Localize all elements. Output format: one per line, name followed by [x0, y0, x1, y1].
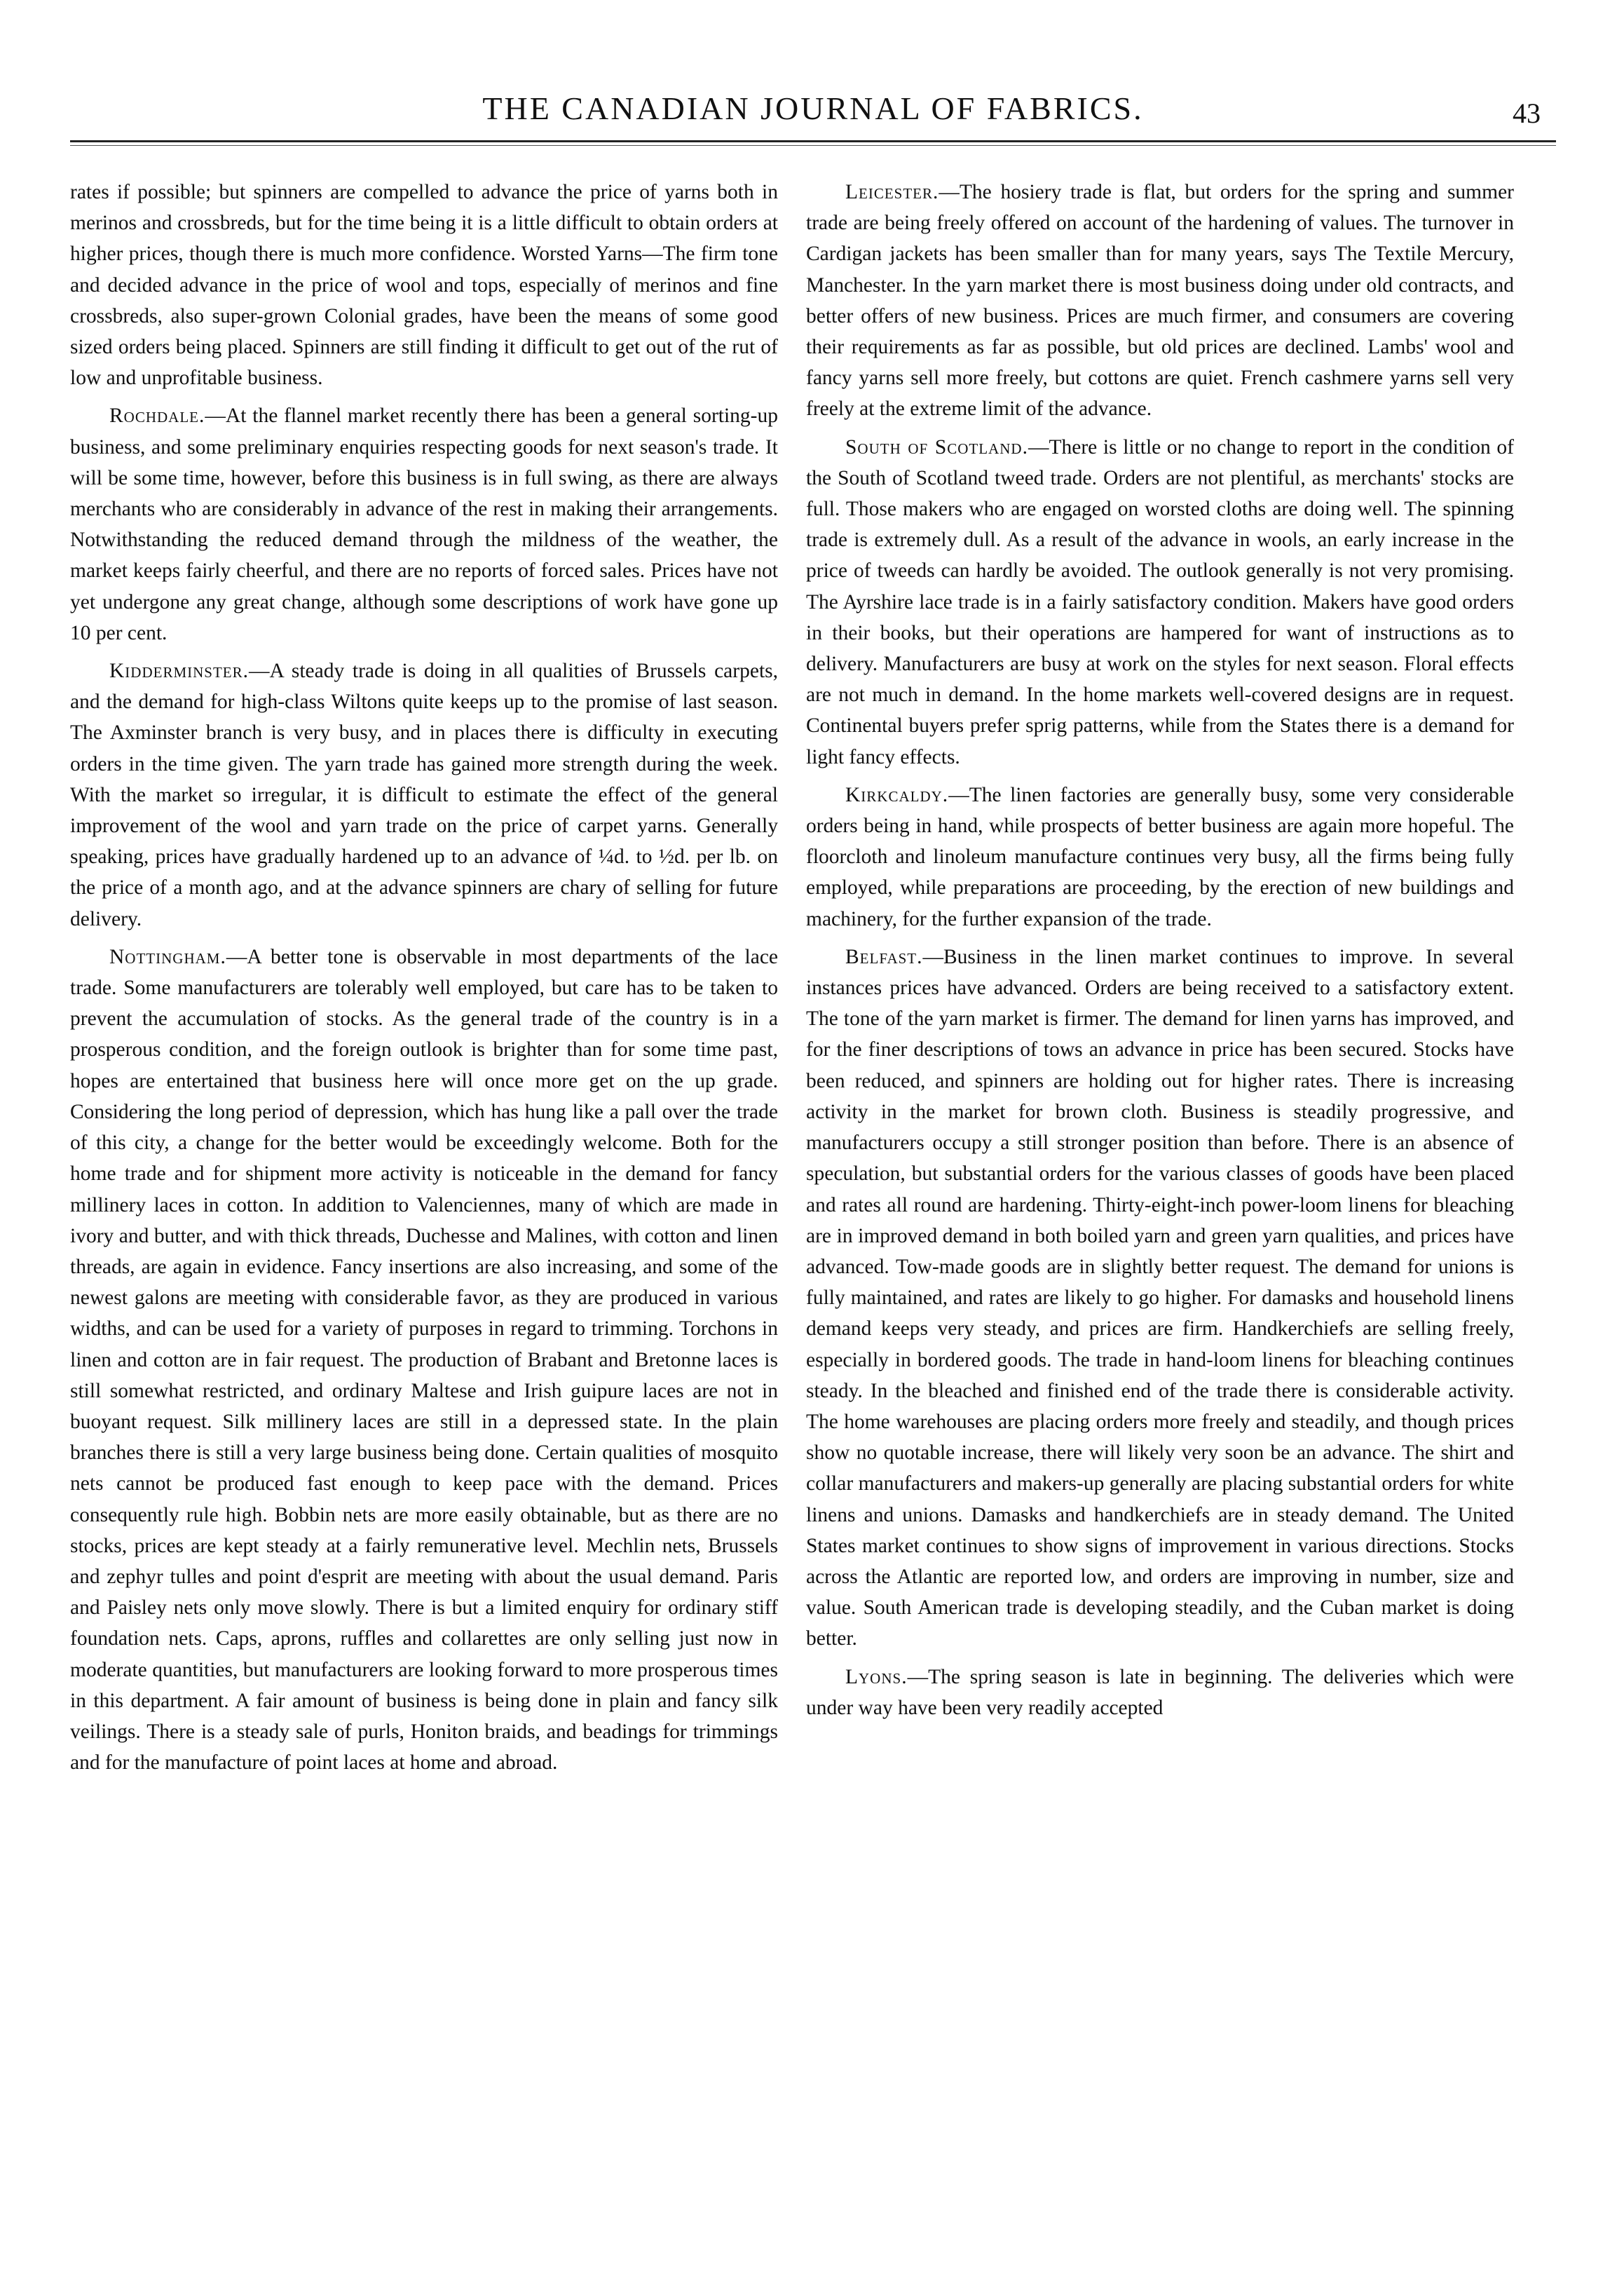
section-text-kirkcaldy: —The linen factories are generally busy, some very considerable orders being in hand, while prospects of better business are again more hopeful. The floorcloth and linoleum manufacture continues very busy, all the firms being fully employed, while preparations are proceeding, by the erection of new buildings and machinery, for the further expansion of the trade. [806, 783, 1514, 930]
place-heading-belfast: Belfast. [845, 945, 923, 968]
header-rule-thin [70, 145, 1556, 146]
page-number: 43 [1513, 97, 1541, 129]
place-heading-south-of-scotland: South of Scotland. [845, 435, 1028, 459]
section-nottingham [70, 942, 778, 1778]
left-column [70, 177, 778, 1785]
page-header [70, 83, 1556, 139]
section-rochdale [70, 400, 778, 649]
place-heading-kirkcaldy: Kirkcaldy. [845, 783, 949, 806]
section-text-lyons: —The spring season is late in beginning. The deliveries which were under way have been very readily accepted [806, 1665, 1514, 1719]
place-heading-lyons: Lyons. [845, 1665, 908, 1688]
section-text-leicester: —The hosiery trade is flat, but orders for the spring and summer trade are being freely offered on account of the hardening of values. The turnover in Cardigan jackets has been smaller than for many years, says The Textile Mercury, Manchester. In the yarn market there is most business doing under old contracts, and better offers of new business. Prices are much firmer, and consumers are covering their requirements as far as possible, but old prices are declined. Lambs' wool and fancy yarns sell more freely, but cottons are quiet. French cashmere yarns sell very freely at the extreme limit of the advance. [806, 181, 1514, 421]
place-heading-rochdale: Rochdale. [109, 405, 205, 428]
section-text-rochdale: —At the flannel market recently there has been a general sorting-up business, and some preliminary enquiries respecting goods for next season's trade. It will be some time, however, before this business is in full swing, as there are always merchants who are considerably in advance of the rest in making their arrangements. Notwithstanding the reduced demand through the mildness of the weather, the market keeps fairly cheerful, and there are no reports of forced sales. Prices have not yet undergone any great change, although some descriptions of work have gone up 10 per cent. [70, 405, 778, 644]
section-leicester [806, 177, 1514, 425]
section-text-nottingham: —A better tone is observable in most departments of the lace trade. Some manufacturers are tolerably well employed, but care has to be taken to prevent the accumulation of stocks. As the general trade of the country is in a prosperous condition, and the foreign outlook is brighter than for some time past, hopes are entertained that business here will once more get on the up grade. Considering the long period of depression, which has hung like a pall over the trade of this city, a change for the better would be exceedingly welcome. Both for the home trade and for shipment more activity is noticeable in the demand for fancy millinery laces in cotton. In addition to Valenciennes, many of which are made in ivory and butter, and with thick threads, Duchesse and Malines, with cotton and linen threads, are again in evidence. Fancy insertions are also increasing, and some of the newest galons are meeting with considerable favor, as they are produced in various widths, and can be used for a variety of purposes in regard to trimming. Torchons in linen and cotton are in fair request. The production of Brabant and Bretonne laces is still somewhat restricted, and ordinary Maltese and Irish guipure laces are not in buoyant request. Silk millinery laces are still in a depressed state. In the plain branches there is still a very large business being done. Certain qualities of mosquito nets cannot be produced fast enough to keep pace with the demand. Prices consequently rule high. Bobbin nets are more easily obtainable, but as there are no stocks, prices are kept steady at a fairly remunerative level. Mechlin nets, Brussels and zephyr tulles and point d'esprit are meeting with about the usual demand. Paris and Paisley nets only move slowly. There is but a limited enquiry for ordinary stiff foundation nets. Caps, aprons, ruffles and collarettes are only selling just now in moderate quantities, but manufacturers are looking forward to more prosperous times in this department. A fair amount of business is being done in plain and fancy silk veilings. There is a steady sale of purls, Honiton braids, and beadings for trimmings and for the manufacture of point laces at home and abroad. [70, 945, 778, 1775]
section-south-of-scotland [806, 432, 1514, 773]
right-column [806, 177, 1514, 1730]
section-kirkcaldy [806, 780, 1514, 935]
journal-title: THE CANADIAN JOURNAL OF FABRICS. [482, 90, 1144, 126]
continued-paragraph: rates if possible; but spinners are compelled to advance the price of yarns both in merinos and crossbreds, but for the time being it is a little difficult to obtain orders at higher prices, though there is much more confidence. Worsted Yarns—The firm tone and decided advance in the price of wool and tops, especially of merinos and fine crossbreds, also super-grown Colonial grades, have been the means of some good sized orders being placed. Spinners are still finding it difficult to get out of the rut of low and unprofitable business. [70, 181, 778, 390]
section-text-belfast: —Business in the linen market continues to improve. In several instances prices have advanced. Orders are being received to a satisfactory extent. The tone of the yarn market is firmer. The demand for linen yarns has improved, and for the finer descriptions of tows an advance in price has been secured. Stocks have been reduced, and spinners are holding out for higher rates. There is increasing activity in the market for brown cloth. Business is steadily progressive, and manufacturers occupy a still stronger position than before. There is an absence of speculation, but substantial orders for the various classes of goods have been placed and rates all round are hardening. Thirty-eight-inch power-loom linens for bleaching are in improved demand in both boiled yarn and green yarn qualities, and prices have advanced. Tow-made goods are in slightly better request. The demand for unions is fully maintained, and rates are likely to go higher. For damasks and household linens demand keeps very steady, and prices are firm. Handkerchiefs are selling freely, especially in bordered goods. The trade in hand-loom linens for bleaching continues steady. In the bleached and finished end of the trade there is considerable activity. The home warehouses are placing orders more freely and steadily, and though prices show no quotable increase, there will likely very soon be an advance. The shirt and collar manufacturers and makers-up generally are placing substantial orders for white linens and unions. Damasks and handkerchiefs are in steady demand. The United States market continues to show signs of improvement in various directions. Stocks across the Atlantic are reported low, and orders are improving in number, size and value. South American trade is developing steadily, and the Cuban market is doing better. [806, 945, 1514, 1650]
section-text-kidderminster: —A steady trade is doing in all qualities of Brussels carpets, and the demand for high-class Wiltons quite keeps up to the promise of last season. The Axminster branch is very busy, and in places there is difficulty in executing orders in the time given. The yarn trade has gained more strength during the week. With the market so irregular, it is difficult to estimate the effect of the general improvement of the wool and yarn trade on the price of carpet yarns. Generally speaking, prices have gradually hardened up to an advance of ¼d. to ½d. per lb. on the price of a month ago, and at the advance spinners are chary of selling for future delivery. [70, 660, 778, 930]
place-heading-nottingham: Nottingham. [109, 945, 226, 968]
header-rule [70, 140, 1556, 142]
section-belfast [806, 942, 1514, 1655]
place-heading-kidderminster: Kidderminster. [109, 660, 250, 683]
section-kidderminster [70, 656, 778, 935]
section-lyons [806, 1662, 1514, 1723]
section-text-south-of-scotland: —There is little or no change to report in the condition of the South of Scotland tweed trade. Orders are not plentiful, as merchants' stocks are full. Those makers who are engaged on worsted cloths are doing well. The spinning trade is extremely dull. As a result of the advance in wools, an early increase in the price of tweeds can hardly be avoided. The outlook generally is not very promising. The Ayrshire lace trade is in a fairly satisfactory condition. Makers have good orders in their books, but their operations are hampered for want of instructions as to delivery. Manufacturers are busy at work on the styles for next season. Floral effects are not much in demand. In the home markets well-covered designs are in request. Continental buyers prefer sprig patterns, while from the States there is a demand for light fancy effects. [806, 435, 1514, 768]
place-heading-leicester: Leicester. [845, 181, 939, 203]
